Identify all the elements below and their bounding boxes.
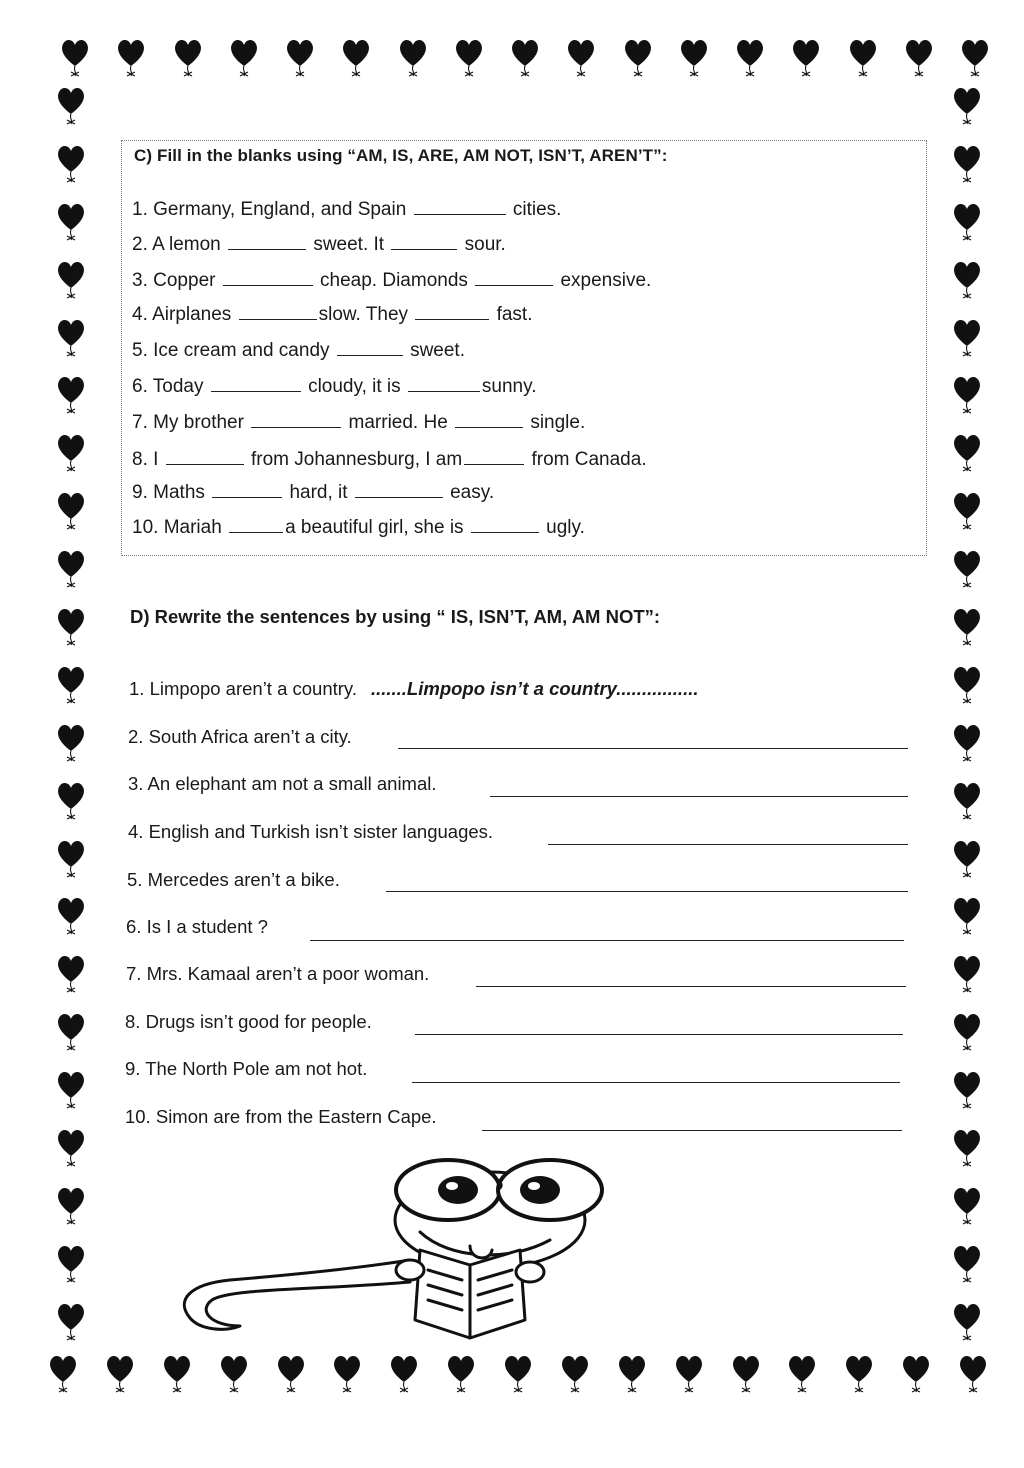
heart-balloon-icon xyxy=(952,142,982,188)
blank-field[interactable] xyxy=(471,516,539,533)
heart-balloon-icon xyxy=(116,36,146,82)
heart-balloon-icon xyxy=(105,1352,135,1398)
answer-line[interactable] xyxy=(412,1082,900,1083)
blank-field[interactable] xyxy=(229,516,283,533)
answer-line[interactable] xyxy=(398,748,908,749)
heart-balloon-icon xyxy=(731,1352,761,1398)
heart-balloon-icon xyxy=(679,36,709,82)
heart-balloon-icon xyxy=(56,142,86,188)
heart-balloon-icon xyxy=(617,1352,647,1398)
heart-balloon-icon xyxy=(510,36,540,82)
heart-balloon-icon xyxy=(56,663,86,709)
heart-balloon-icon xyxy=(398,36,428,82)
blank-field[interactable] xyxy=(415,303,489,320)
c-item-9: 9. Maths hard, it easy. xyxy=(132,482,495,503)
heart-balloon-icon xyxy=(285,36,315,82)
heart-balloon-icon xyxy=(952,258,982,304)
heart-balloon-icon xyxy=(952,84,982,130)
c-item-7: 7. My brother married. He single. xyxy=(132,412,586,433)
answer-line[interactable] xyxy=(415,1034,903,1035)
heart-balloon-icon xyxy=(56,779,86,825)
heart-balloon-icon xyxy=(56,1242,86,1288)
c-item-10: 10. Mariah a beautiful girl, she is ugly. xyxy=(132,517,585,538)
heart-balloon-icon xyxy=(952,605,982,651)
bookworm-reading-icon xyxy=(170,1150,610,1350)
heart-balloon-icon xyxy=(952,779,982,825)
section-d-heading: D) Rewrite the sentences by using “ IS, ISN’T, AM, AM NOT”: xyxy=(130,606,661,627)
blank-field[interactable] xyxy=(211,375,301,392)
answer-line[interactable] xyxy=(490,796,908,797)
heart-balloon-icon xyxy=(56,1300,86,1346)
heart-balloon-icon xyxy=(56,894,86,940)
d-item-8: 8. Drugs isn’t good for people. xyxy=(125,1011,372,1032)
heart-balloon-icon xyxy=(56,1010,86,1056)
blank-field[interactable] xyxy=(355,481,443,498)
heart-balloon-icon xyxy=(56,431,86,477)
d-item-1: 1. Limpopo aren’t a country. .......Limpopo isn’t a country................ xyxy=(129,678,699,699)
blank-field[interactable] xyxy=(464,448,524,465)
blank-field[interactable] xyxy=(391,233,457,250)
answer-line[interactable] xyxy=(310,940,904,941)
heart-balloon-icon xyxy=(56,258,86,304)
answer-line[interactable] xyxy=(482,1130,902,1131)
c-item-2: 2. A lemon sweet. It sour. xyxy=(132,234,506,255)
blank-field[interactable] xyxy=(455,411,523,428)
blank-field[interactable] xyxy=(223,269,313,286)
heart-balloon-icon xyxy=(341,36,371,82)
heart-balloon-icon xyxy=(503,1352,533,1398)
heart-balloon-icon xyxy=(960,36,990,82)
heart-balloon-icon xyxy=(791,36,821,82)
heart-balloon-icon xyxy=(56,605,86,651)
blank-field[interactable] xyxy=(239,303,317,320)
answer-line[interactable] xyxy=(476,986,906,987)
heart-balloon-icon xyxy=(566,36,596,82)
heart-balloon-icon xyxy=(952,1300,982,1346)
heart-balloon-icon xyxy=(952,316,982,362)
d-item-3: 3. An elephant am not a small animal. xyxy=(128,773,437,794)
heart-balloon-icon xyxy=(952,663,982,709)
heart-balloon-icon xyxy=(276,1352,306,1398)
heart-balloon-icon xyxy=(952,373,982,419)
heart-balloon-icon xyxy=(446,1352,476,1398)
c-item-3: 3. Copper cheap. Diamonds expensive. xyxy=(132,270,652,291)
answer-line[interactable] xyxy=(386,891,908,892)
heart-balloon-icon xyxy=(787,1352,817,1398)
heart-border-bottom xyxy=(48,1352,988,1398)
blank-field[interactable] xyxy=(414,198,506,215)
heart-balloon-icon xyxy=(56,200,86,246)
heart-balloon-icon xyxy=(952,200,982,246)
heart-balloon-icon xyxy=(229,36,259,82)
c-item-4: 4. Airplanes slow. They fast. xyxy=(132,304,533,325)
heart-balloon-icon xyxy=(56,547,86,593)
d-item-5: 5. Mercedes aren’t a bike. xyxy=(127,869,340,890)
heart-balloon-icon xyxy=(844,1352,874,1398)
c-item-8: 8. I from Johannesburg, I am from Canada. xyxy=(132,449,647,470)
d-item-7: 7. Mrs. Kamaal aren’t a poor woman. xyxy=(126,963,430,984)
c-item-1: 1. Germany, England, and Spain cities. xyxy=(132,199,562,220)
heart-balloon-icon xyxy=(162,1352,192,1398)
d-item-9: 9. The North Pole am not hot. xyxy=(125,1058,368,1079)
heart-balloon-icon xyxy=(901,1352,931,1398)
heart-balloon-icon xyxy=(952,1126,982,1172)
c-item-6: 6. Today cloudy, it is sunny. xyxy=(132,376,537,397)
heart-balloon-icon xyxy=(56,489,86,535)
blank-field[interactable] xyxy=(166,448,244,465)
example-answer: .......Limpopo isn’t a country................ xyxy=(370,678,699,699)
heart-balloon-icon xyxy=(952,1010,982,1056)
heart-border-left xyxy=(56,84,86,1346)
heart-balloon-icon xyxy=(56,1068,86,1114)
heart-balloon-icon xyxy=(454,36,484,82)
blank-field[interactable] xyxy=(337,339,403,356)
heart-balloon-icon xyxy=(623,36,653,82)
heart-balloon-icon xyxy=(952,547,982,593)
heart-balloon-icon xyxy=(952,837,982,883)
heart-balloon-icon xyxy=(560,1352,590,1398)
heart-balloon-icon xyxy=(332,1352,362,1398)
heart-balloon-icon xyxy=(56,316,86,362)
heart-balloon-icon xyxy=(958,1352,988,1398)
heart-balloon-icon xyxy=(389,1352,419,1398)
heart-balloon-icon xyxy=(56,837,86,883)
blank-field[interactable] xyxy=(251,411,341,428)
heart-border-top xyxy=(60,36,990,82)
section-c-heading: C) Fill in the blanks using “AM, IS, ARE, AM NOT, ISN’T, AREN’T”: xyxy=(134,146,668,165)
d-item-2: 2. South Africa aren’t a city. xyxy=(128,726,352,747)
d-item-10: 10. Simon are from the Eastern Cape. xyxy=(125,1106,437,1127)
heart-balloon-icon xyxy=(735,36,765,82)
heart-balloon-icon xyxy=(56,1126,86,1172)
heart-border-right xyxy=(952,84,982,1346)
answer-line[interactable] xyxy=(548,844,908,845)
heart-balloon-icon xyxy=(173,36,203,82)
heart-balloon-icon xyxy=(60,36,90,82)
heart-balloon-icon xyxy=(952,1242,982,1288)
heart-balloon-icon xyxy=(48,1352,78,1398)
c-item-5: 5. Ice cream and candy sweet. xyxy=(132,340,465,361)
heart-balloon-icon xyxy=(952,721,982,767)
d-item-4: 4. English and Turkish isn’t sister languages. xyxy=(128,821,494,842)
blank-field[interactable] xyxy=(212,481,282,498)
heart-balloon-icon xyxy=(904,36,934,82)
heart-balloon-icon xyxy=(56,84,86,130)
heart-balloon-icon xyxy=(952,489,982,535)
heart-balloon-icon xyxy=(952,894,982,940)
heart-balloon-icon xyxy=(848,36,878,82)
heart-balloon-icon xyxy=(56,721,86,767)
heart-balloon-icon xyxy=(952,431,982,477)
heart-balloon-icon xyxy=(56,1184,86,1230)
heart-balloon-icon xyxy=(674,1352,704,1398)
blank-field[interactable] xyxy=(228,233,306,250)
heart-balloon-icon xyxy=(952,1068,982,1114)
blank-field[interactable] xyxy=(475,269,553,286)
heart-balloon-icon xyxy=(952,952,982,998)
heart-balloon-icon xyxy=(56,952,86,998)
blank-field[interactable] xyxy=(408,375,480,392)
heart-balloon-icon xyxy=(56,373,86,419)
heart-balloon-icon xyxy=(219,1352,249,1398)
heart-balloon-icon xyxy=(952,1184,982,1230)
d-item-6: 6. Is I a student ? xyxy=(126,916,268,937)
